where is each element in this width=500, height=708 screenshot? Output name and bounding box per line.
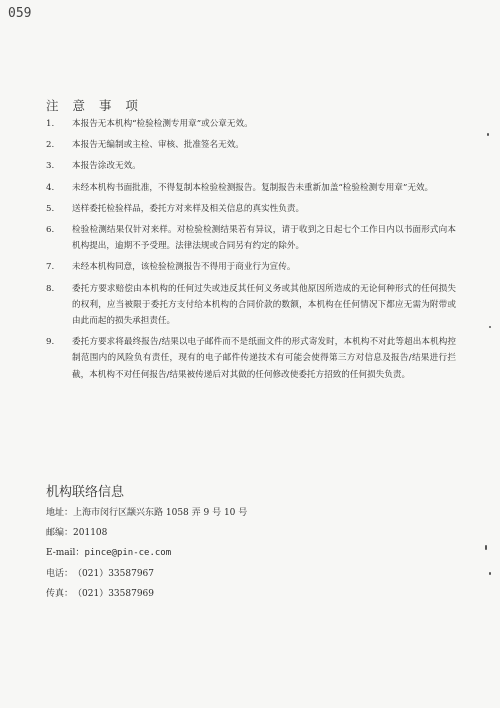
scan-speck: [487, 133, 489, 136]
scan-speck: [489, 572, 491, 575]
notice-item: [46, 334, 456, 383]
notice-item-number: 2.: [46, 140, 55, 151]
postcode-label: 邮编：: [46, 528, 74, 539]
address-row: [46, 508, 446, 519]
notice-item-number: 6.: [46, 225, 55, 236]
scan-speck: [489, 326, 491, 328]
notice-item-number: 1.: [46, 119, 55, 129]
address-label: 地址：: [46, 508, 74, 518]
email-label: E-mail：: [46, 548, 85, 559]
notice-item-text: 本报告无编制或主检、审核、批准签名无效。: [72, 140, 244, 151]
notice-item-number: 8.: [46, 283, 55, 294]
email-link[interactable]: pince@pin-ce.com: [84, 548, 172, 559]
notice-list: [46, 116, 456, 388]
notice-item-text: 未经本机构书面批准，不得复制本检验检测报告。复制报告未重新加盖“检验检测专用章”无效。: [72, 182, 434, 193]
notice-item-text: 本报告无本机构“检验检测专用章”或公章无效。: [72, 119, 253, 129]
email-row: [46, 548, 446, 559]
notice-item-text: 委托方要求将最终报告/结果以电子邮件而不是纸面文件的形式寄发时，本机构不对此等超出本机构控制范围内的风险负有责任，现有的电子邮件传递技术有可能会使得第三方对信息及报告/结果进行拦截，本机构不对任何报告/结果被传递后对其做的任何修改使委托方招致的任何损失负责。: [72, 337, 456, 380]
notice-item-text: 未经本机构同意，该检验检测报告不得用于商业行为宣传。: [72, 262, 296, 273]
notice-item: [46, 259, 456, 275]
contact-list: [46, 508, 446, 609]
postcode-row: [46, 528, 446, 539]
notice-item: [46, 180, 456, 196]
notice-title: 注 意 事 项: [46, 98, 143, 113]
notice-item-number: 5.: [46, 203, 55, 214]
notice-item-number: 4.: [46, 182, 55, 193]
notice-item-text: 送样委托检验样品，委托方对来样及相关信息的真实性负责。: [72, 203, 305, 214]
notice-item: [46, 116, 456, 132]
notice-item-number: 7.: [46, 262, 55, 273]
fax-label: 传真：: [46, 588, 74, 599]
notice-item-text: 委托方要求赔偿由本机构的任何过失或违反其任何义务或其他原因所造成的无论何种形式的任何损失的权利，应当被限于委托方支付给本机构的合同价款的数额，本机构在任何情况下都应无需为附带或由此而起的损失承担责任。: [72, 283, 456, 327]
phone-label: 电话：: [46, 568, 74, 579]
notice-item: [46, 222, 456, 254]
phone-row: [46, 569, 446, 580]
notice-item-number: 9.: [46, 337, 55, 348]
notice-item: [46, 281, 456, 330]
notice-item: [46, 201, 456, 217]
fax-value: （021）33587969: [73, 588, 155, 599]
contact-title: 机构联络信息: [46, 485, 125, 500]
fax-row: [46, 589, 446, 600]
postcode-value: 201108: [73, 528, 108, 539]
notice-item-text: 检验检测结果仅针对来样。对检验检测结果若有异议，请于收到之日起七个工作日内以书面形式向本机构提出，逾期不予受理。法律法规或合同另有约定的除外。: [72, 225, 456, 252]
phone-value: （021）33587967: [73, 568, 155, 579]
address-value: 上海市闵行区颛兴东路 1058 弄 9 号 10 号: [73, 508, 248, 518]
page-number: 059: [8, 6, 32, 21]
notice-item: [46, 158, 456, 174]
notice-item-number: 3.: [46, 161, 55, 172]
scan-speck: [485, 545, 487, 550]
notice-item-text: 本报告涂改无效。: [72, 161, 141, 172]
notice-item: [46, 137, 456, 153]
